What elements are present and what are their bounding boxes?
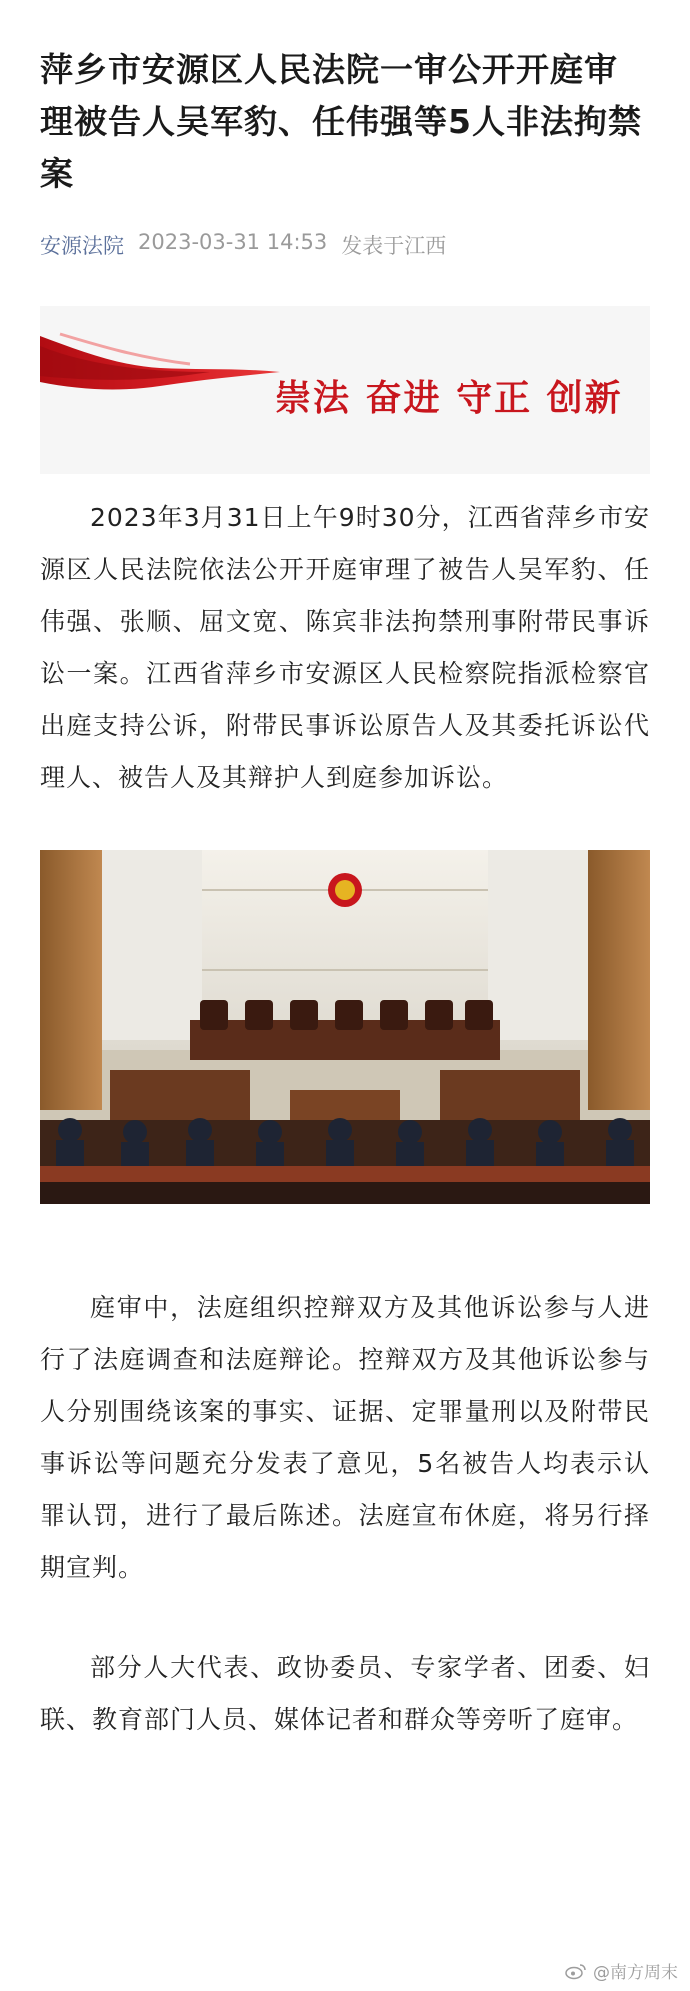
paragraph-2: 庭审中，法庭组织控辩双方及其他诉讼参与人进行了法庭调查和法庭辩论。控辩双方及其他诉讼参与人分别围绕该案的事实、证据、定罪量刑以及附带民事诉讼等问题充分发表了意见，5名被告人均表示认罪认罚，进行了最后陈述。法庭宣布休庭，将另行择期宣判。 xyxy=(40,1293,650,1582)
article-title: 萍乡市安源区人民法院一审公开开庭审理被告人吴军豹、任伟强等5人非法拘禁案 xyxy=(40,50,642,193)
courtroom-photo xyxy=(40,850,650,1204)
watermark xyxy=(565,1958,678,1983)
banner-slogan: 崇法 奋进 守正 创新 xyxy=(275,377,623,419)
weibo-icon xyxy=(565,1962,587,1980)
court-banner-image xyxy=(40,306,650,474)
paragraph-1: 2023年3月31日上午9时30分，江西省萍乡市安源区人民法院依法公开开庭审理了被告人吴军豹、任伟强、张顺、屈文宽、陈宾非法拘禁刑事附带民事诉讼一案。江西省萍乡市安源区人民检察院指派检察官出庭支持公诉，附带民事诉讼原告人及其委托诉讼代理人、被告人及其辩护人到庭参加诉讼。 xyxy=(40,503,650,792)
article-meta xyxy=(40,230,650,260)
watermark-text: @南方周末 xyxy=(593,1963,678,1983)
source-account-link[interactable]: 安源法院 xyxy=(40,234,124,258)
paragraph-3: 部分人大代表、政协委员、专家学者、团委、妇联、教育部门人员、媒体记者和群众等旁听了庭审。 xyxy=(40,1653,650,1734)
publish-location: 发表于江西 xyxy=(341,234,447,258)
publish-datetime: 2023-03-31 14:53 xyxy=(138,230,328,254)
